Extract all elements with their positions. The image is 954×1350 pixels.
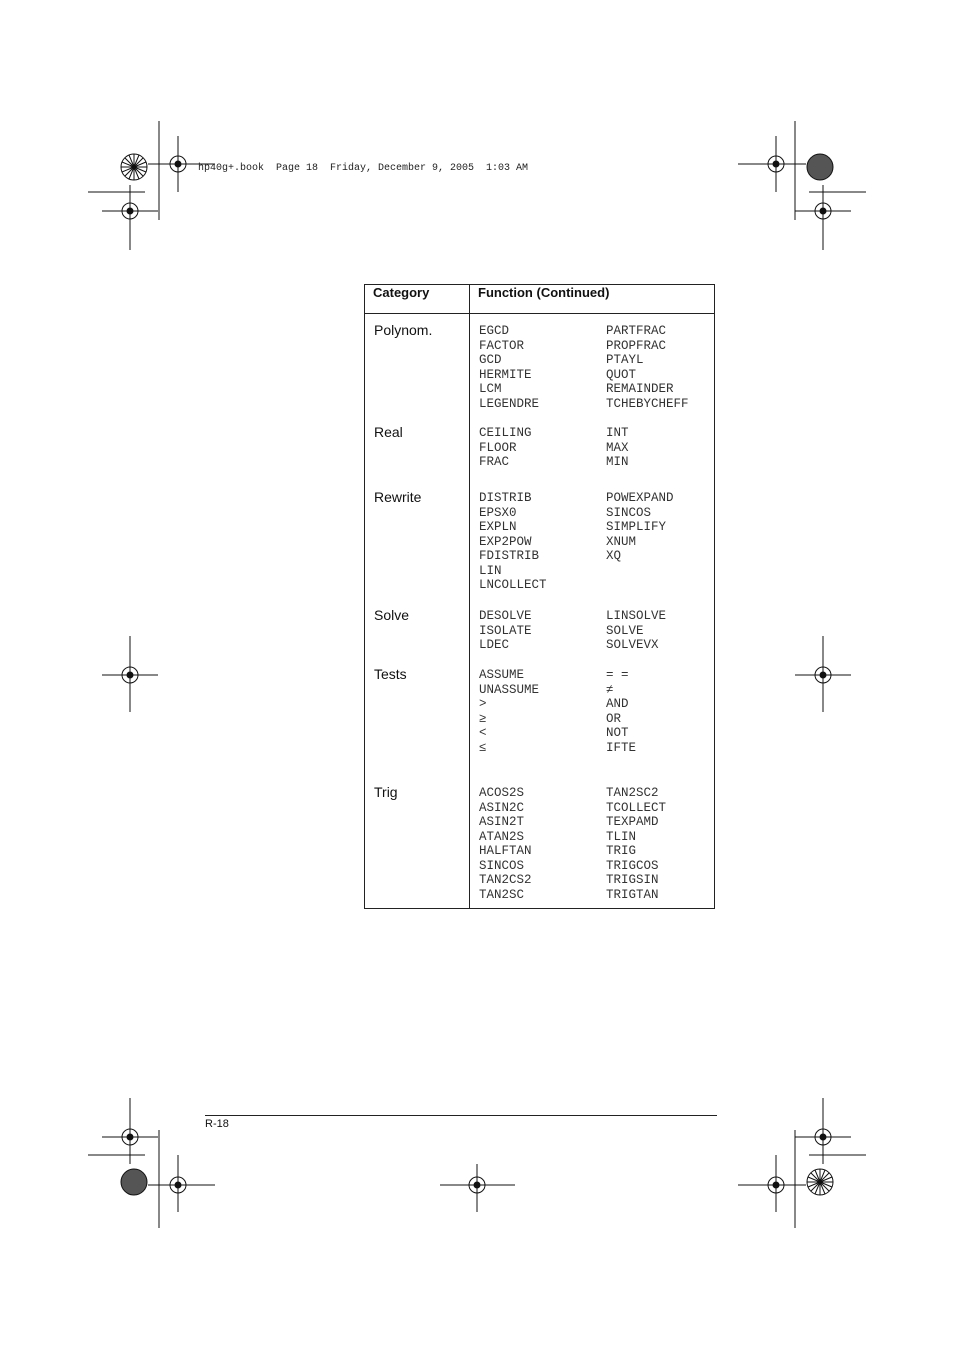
function-name: AND xyxy=(606,697,629,711)
function-name: TRIGCOS xyxy=(606,858,659,873)
function-name: LNCOLLECT xyxy=(479,578,547,592)
function-name: LIN xyxy=(479,563,502,578)
function-name: POWEXPAND xyxy=(606,491,674,505)
footer-rule xyxy=(205,1115,717,1116)
function-name: REMAINDER xyxy=(606,382,674,396)
category-label: Solve xyxy=(374,607,410,623)
function-name: ASIN2C xyxy=(479,800,525,815)
category-label: Rewrite xyxy=(374,489,422,505)
function-name: < xyxy=(479,726,487,740)
category-label: Polynom. xyxy=(374,322,433,338)
function-name: TAN2SC xyxy=(479,887,525,902)
function-name: TEXPAMD xyxy=(606,815,659,829)
function-name: EPSX0 xyxy=(479,505,517,520)
function-name: SOLVEVX xyxy=(606,638,659,652)
header-function: Function (Continued) xyxy=(470,285,715,314)
function-name: INT xyxy=(606,426,629,440)
function-name: QUOT xyxy=(606,367,637,382)
function-table xyxy=(364,284,715,909)
function-name: ≤ xyxy=(479,740,487,755)
function-name: LINSOLVE xyxy=(606,609,667,623)
function-name: PROPFRAC xyxy=(606,338,667,353)
function-column xyxy=(470,314,715,909)
page-number: R-18 xyxy=(205,1118,229,1130)
function-name: CEILING xyxy=(479,426,532,440)
function-name: SOLVE xyxy=(606,623,644,638)
function-name: LEGENDRE xyxy=(479,396,540,411)
function-name: ≠ xyxy=(606,682,614,697)
function-name: FDISTRIB xyxy=(479,549,540,563)
function-name: > xyxy=(479,697,487,711)
function-name: PARTFRAC xyxy=(606,324,667,338)
function-name: TAN2SC2 xyxy=(606,786,659,800)
function-name: UNASSUME xyxy=(479,682,540,697)
function-name: DESOLVE xyxy=(479,609,532,623)
function-name: HALFTAN xyxy=(479,844,532,858)
function-name: MAX xyxy=(606,440,629,455)
function-name: ATAN2S xyxy=(479,829,525,844)
function-name: DISTRIB xyxy=(479,491,532,505)
function-name: EXPLN xyxy=(479,520,517,534)
table-body-row xyxy=(365,314,715,909)
function-name: LDEC xyxy=(479,638,510,652)
function-name: MIN xyxy=(606,455,629,469)
function-name: SIMPLIFY xyxy=(606,520,667,534)
function-name: TCOLLECT xyxy=(606,800,667,815)
function-name: TAN2CS2 xyxy=(479,873,532,887)
function-name: ISOLATE xyxy=(479,623,532,638)
function-name: ASIN2T xyxy=(479,815,525,829)
function-name: = = xyxy=(606,668,629,682)
function-name: FRAC xyxy=(479,455,510,469)
function-name: XQ xyxy=(606,549,622,563)
header-category: Category xyxy=(365,285,470,314)
function-name: LCM xyxy=(479,382,502,396)
table-header-row xyxy=(365,285,715,314)
function-name: TLIN xyxy=(606,829,637,844)
function-name: ASSUME xyxy=(479,668,525,682)
function-name: FLOOR xyxy=(479,440,517,455)
function-name: PTAYL xyxy=(606,353,644,367)
function-name: TCHEBYCHEFF xyxy=(606,396,689,411)
function-name: ≥ xyxy=(479,711,487,726)
category-label: Trig xyxy=(374,784,398,800)
function-name: TRIG xyxy=(606,844,637,858)
function-name: XNUM xyxy=(606,534,637,549)
print-header: hp40g+.book Page 18 Friday, December 9, 2005 1:03 AM xyxy=(198,163,529,174)
function-name: OR xyxy=(606,711,622,726)
function-name: NOT xyxy=(606,726,629,740)
function-name: IFTE xyxy=(606,740,637,755)
category-column xyxy=(365,314,470,909)
function-name: EGCD xyxy=(479,324,510,338)
function-name: ACOS2S xyxy=(479,786,525,800)
function-name: TRIGSIN xyxy=(606,873,659,887)
function-name: FACTOR xyxy=(479,338,525,353)
function-name: HERMITE xyxy=(479,367,532,382)
function-name: SINCOS xyxy=(479,858,525,873)
function-name: TRIGTAN xyxy=(606,887,659,902)
function-name: SINCOS xyxy=(606,505,652,520)
function-name: GCD xyxy=(479,353,502,367)
function-name: EXP2POW xyxy=(479,534,532,549)
category-label: Tests xyxy=(374,666,407,682)
category-label: Real xyxy=(374,424,403,440)
